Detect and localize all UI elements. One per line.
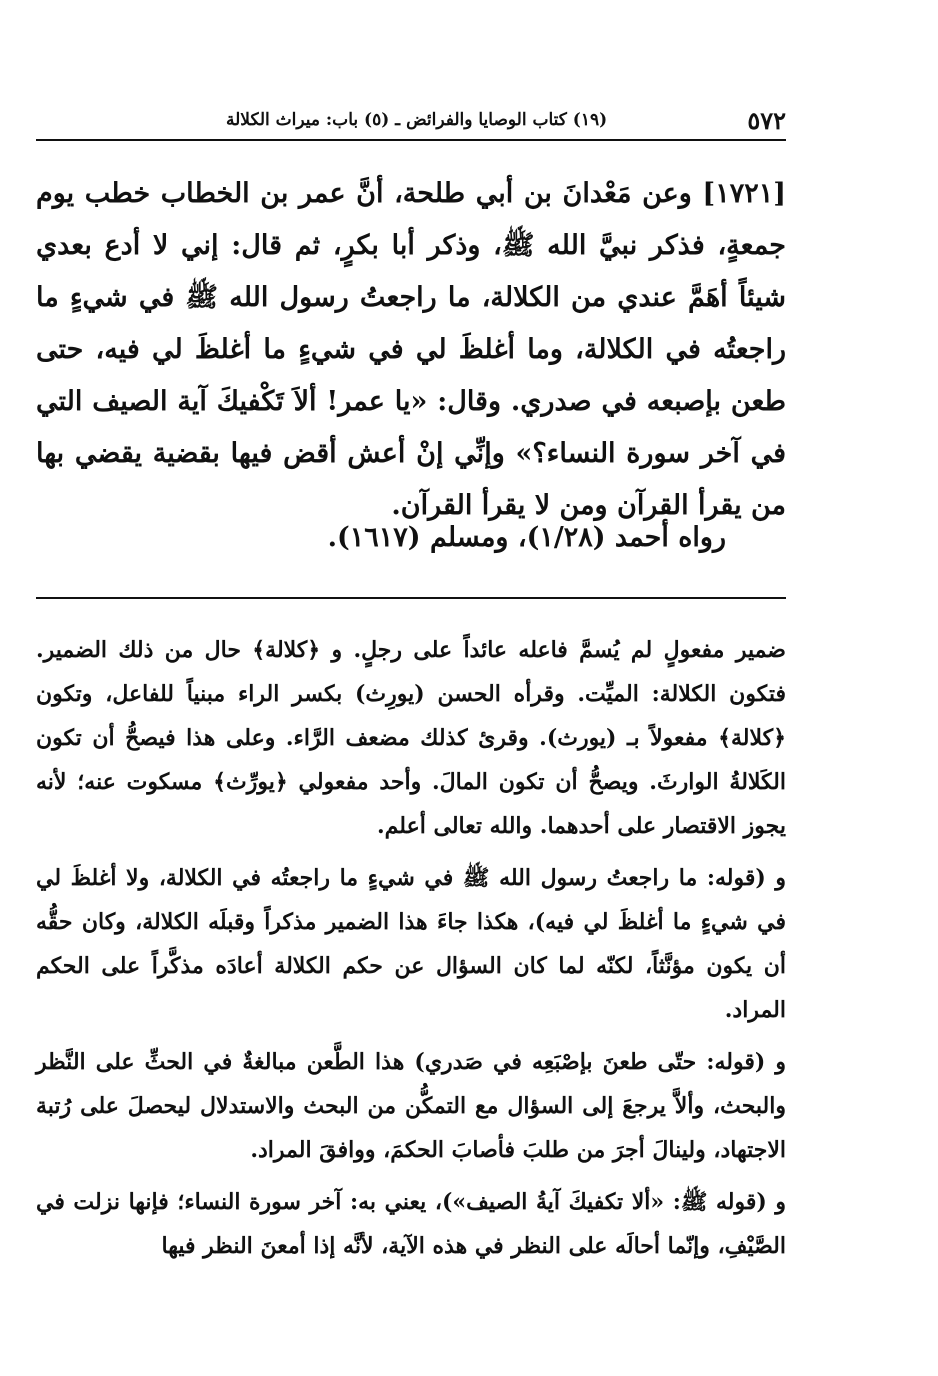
commentary-paragraph: و (قوله ﷺ: «ألا تكفيكَ آيةُ الصيف»)، يعني به: آخر سورة النساء؛ فإنها نزلت في الصَّيْفِ، وإنّما أحالَه على النظر في هذه الآية، لأنَّه إذا أمعنَ النظر فيها — [36, 1189, 786, 1259]
page-number: ٥٧٢ — [747, 106, 786, 135]
commentary-paragraph: و (قوله: حتّى طعنَ بإصْبَعِه في صَدري) هذا الطَّعن مبالغةٌ في الحثِّ على النَّظر والبحث، وألاَّ يرجعَ إلى السؤال مع التمكُّن من البحث والاستدلال ليحصلَ على رُتبة الاجتهاد، ولينالَ أجرَ من طلبَ فأصابَ الحكمَ، ووافقَ المراد. — [36, 1049, 786, 1163]
commentary-block — [36, 628, 786, 1276]
hadith-source: رواه أحمد (١/٢٨)، ومسلم (١٦١٧). — [327, 522, 726, 553]
commentary-divider — [36, 597, 786, 599]
header-divider — [36, 139, 786, 141]
commentary-paragraph: ضمير مفعولٍ لم يُسمَّ فاعله عائداً على رجلٍ. و ﴿كلالة﴾ حال من ذلك الضمير. فتكون الكلالة: الميِّت. وقرأه الحسن (يورِث) بكسر الراء مبنياً للفاعل، وتكون ﴿كلالة﴾ مفعولاً بـ (يورث). وقرئ كذلك مضعف الرَّاء. وعلى هذا فيصحُّ أن تكون الكَلالةُ الوارثَ. ويصحُّ أن تكون المالَ. وأحد مفعولي ﴿يورِّث﴾ مسكوت عنه؛ لأنه يجوز الاقتصار على أحدهما. والله تعالى أعلم. — [36, 637, 787, 839]
running-title: (١٩) كتاب الوصايا والفرائض ـ (٥) باب: ميراث الكلالة — [226, 110, 608, 130]
page-header — [36, 104, 786, 140]
hadith-text-block — [36, 168, 786, 532]
commentary-paragraph: و (قوله: ما راجعتُ رسول الله ﷺ في شيءٍ ما راجعتُه في الكلالة، ولا أغلظَ لي في شيءٍ ما أغلظَ لي فيه)، هكذا جاءَ هذا الضمير مذكراً وقبلَه الكلالة، وكان حقُّه أن يكون مؤنَّثاً، لكنّه لما كان السؤال عن حكم الكلالة أعادَه مذكَّراً على الحكم المراد. — [36, 865, 786, 1023]
hadith-paragraph: [١٧٢١] وعن مَعْدانَ بن أبي طلحة، أنَّ عمر بن الخطاب خطب يوم جمعةٍ، فذكر نبيَّ الله ﷺ، وذكر أبا بكرٍ، ثم قال: إني لا أدع بعدي شيئاً أهَمَّ عندي من الكلالة، ما راجعتُ رسول الله ﷺ في شيءٍ ما راجعتُه في الكلالة، وما أغلظَ لي في شيءٍ ما أغلظَ لي فيه، حتى طعن بإصبعه في صدري. وقال: «يا عمر! ألاَ تَكْفيكَ آية الصيف التي في آخر سورة النساء؟» وإنِّي إنْ أعش أقض فيها بقضية يقضي بها من يقرأ القرآن ومن لا يقرأ القرآن. — [36, 178, 786, 521]
